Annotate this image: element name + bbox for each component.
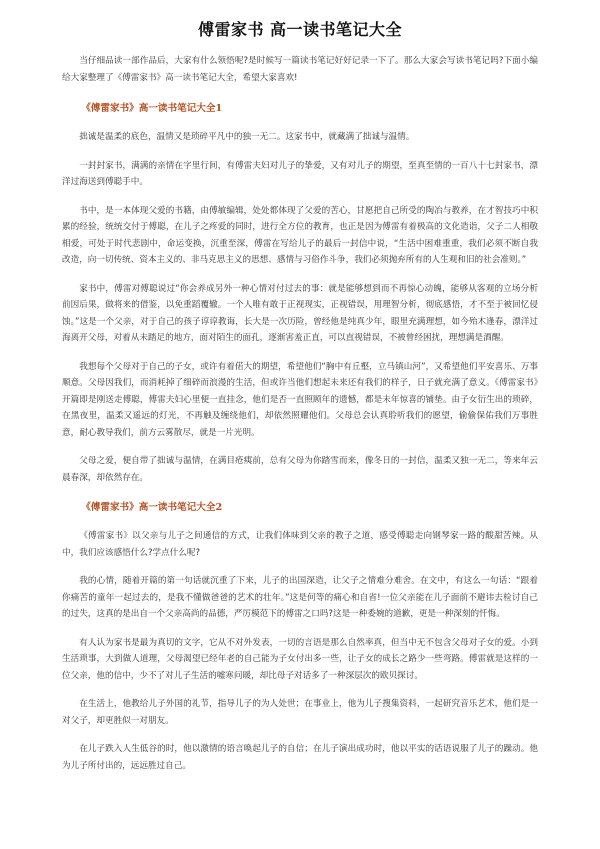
section-2-paragraph: 有人认为家书是最为真切的文字，它从不对外发表，一切的言语是那么自然率真，但当中无不包含父母对子女的爱。小到生活琐事，大到做人道理，父母渴望已经年老的自己能为子女付出多一些，让子女的成长之路少一些弯路。傅雷就是这样的一位父亲，他的信中，少不了对儿子生活的嘘寒问暖，却比母子对话多了一种深层次的欧贝探讨。 [62, 637, 538, 681]
section-heading-1: 《傅雷家书》高一读书笔记大全1 [81, 103, 223, 114]
section-heading-2: 《傅雷家书》高一读书笔记大全2 [81, 502, 223, 513]
section-1-paragraph: 一封封家书，满满的亲情在字里行间，有傅雷夫妇对儿子的挚爱，又有对儿子的期望，至真至情的一百八十七封家书，漂洋过海送到傅聪手中。 [62, 160, 538, 187]
section-2-paragraph: 在生活上，他教给儿子外国的礼节，指导儿子的为人处世；在事业上，他为儿子搜集资料，一起研究音乐艺术，他们是一对父子，却更胜似一对朋友。 [62, 699, 538, 726]
section-1-paragraph: 家书中，傅雷对傅聪说过“你会养成另外一种心情对付过去的事：就是能够想到而不再惊心动魄，能够从客观的立场分析前因后果，做将来的借鉴，以免重蹈覆辙。一个人唯有敢于正视现实，正视错误，用理智分析，彻底感悟，才不至于被回忆侵蚀。”这是一个父亲，对于自己的孩子谆谆教诲，长大是一次历险，曾经他是纯真少年，眼里充满理想，如今殆木逢春，漂洋过海离开父母，对着从未踏足的地方，面对陌生的面孔，逐渐害羞正直，可以直视错误，不被曾经困扰，理想满是酒醒。 [62, 283, 538, 343]
section-2-paragraph: 我的心情，随着开篇的第一句话就沉重了下来，儿子的出国深造，让父子之情难分难舍。在文中，有这么一句话：“跟着你痛苦的童年一起过去的，是我不懂做爸爸的艺术的壮年。”这是何等的痛心和自省!一位父亲能在儿子面前不避讳去检讨自己的过失，这真的是出自一个父亲高尚的品德，严厉模范下的傅雷之口吗?这是一种委婉的道歉，更是一种深刻的忏悔。 [62, 576, 538, 619]
section-1-paragraph: 书中，是一本体现父爱的书籍，由傅敏编辑，处处都体现了父爱的苦心，甘愿把自己所受的陶冶与教养，在才智技巧中积累的经验，统统交付于傅聪，在儿子之疼爱的同时，进行全方位的教育，也正是因为傅雷有着极高的文化造诣，父子二人相敬相爱，可处于时代悲剧中，命运变换，沉重至深，傅雷在写给儿子的最后一封信中说，“生活中困难重重，我们必须不断自我改造，向一切传统、资本主义的、非马克思主义的思想、感情与习俗作斗争，我们必须抛弃所有的人生观和旧的社会准则。” [62, 205, 538, 265]
intro-paragraph: 当仔细品读一部作品后，大家有什么领悟呢?是时候写一篇读书笔记好好记录一下了。那么大家会写读书笔记吗?下面小编给大家整理了《傅雷家书》高一读书笔记大全，希望大家喜欢! [62, 56, 538, 83]
section-2-paragraph: 《傅雷家书》以父亲与儿子之间通信的方式，让我们体味到父亲的教子之道，感受傅聪走向钢琴家一路的酸甜苦辣。从中，我们应该感悟什么?学点什么呢? [62, 531, 538, 558]
page-title: 傅雷家书 高一读书笔记大全 [197, 20, 403, 39]
section-1-paragraph: 拙诚是温柔的底色，温情又是琐碎平凡中的独一无二。这家书中，就藏满了拙诚与温情。 [79, 132, 415, 142]
section-2-paragraph: 在儿子跌入人生低谷的时，他以激情的语言唤起儿子的自信；在儿子演出成功时，他以平实的话语说服了儿子的躁动。他为儿子所付出的，远远胜过自己。 [62, 744, 538, 771]
section-1-paragraph: 我想每个父母对于自己的子女，或许有着偌大的期望，希望他们“胸中有丘壑，立马镇山河”，又希望他们平安喜乐、万事顺意。父母因我们，而消耗掉了细碎而浪漫的生活，但或许当他们想起未来还有我们的样子，日子就充满了意义。《傅雷家书》开篇即是刚送走傅聪，傅雷夫妇心里便一直挂念，他们是否一直照顾年的遗憾，都是未年惊喜的铺垫。由子女衍生出的琐碎，在黑夜里，温柔又遥远的灯光，不再触及缠绕他们，却依然照耀他们。父母总会认真聆听我们的愿望，偷偷保佑我们万事胜意，耐心教导我们，前方云雾散尽，就是一片光明。 [62, 361, 538, 438]
section-1-paragraph: 父母之爱，便自带了拙诚与温情，在满目疮痍前，总有父母为你踏雪而来，像冬日的一封信，温柔又独一无二，等来年云晨春深，却依然存在。 [62, 456, 538, 483]
